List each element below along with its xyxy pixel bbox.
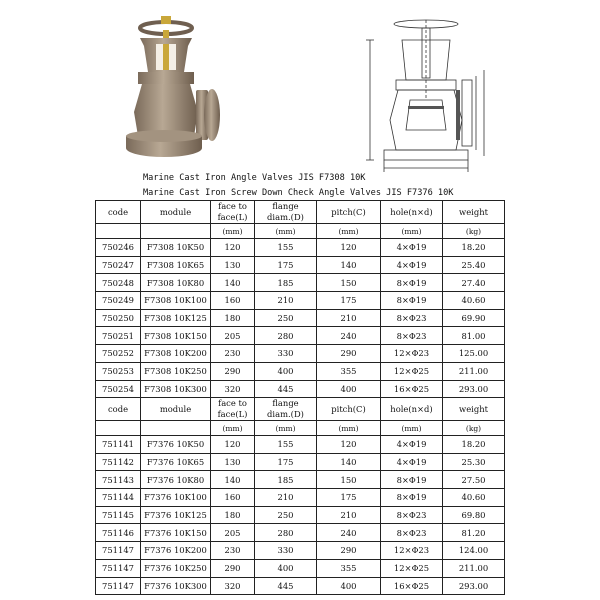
table-row xyxy=(96,362,505,380)
unit-pitch: (mm) xyxy=(317,224,381,239)
cell-code: 751145 xyxy=(96,506,141,524)
cell-hole: 4×Φ19 xyxy=(381,436,443,454)
cell-face: 180 xyxy=(211,506,255,524)
cell-face: 205 xyxy=(211,327,255,345)
cell-weight: 211.00 xyxy=(443,559,505,577)
col-header-code: code xyxy=(96,398,141,421)
cell-weight: 69.90 xyxy=(443,309,505,327)
cell-code: 751146 xyxy=(96,524,141,542)
cell-face: 320 xyxy=(211,577,255,595)
cell-hole: 12×Φ23 xyxy=(381,542,443,560)
cell-weight: 211.00 xyxy=(443,362,505,380)
unit-hole: (mm) xyxy=(381,421,443,436)
unit-weight: (kg) xyxy=(443,421,505,436)
cell-flange: 175 xyxy=(255,453,317,471)
cell-hole: 8×Φ19 xyxy=(381,292,443,310)
cell-hole: 12×Φ25 xyxy=(381,362,443,380)
cell-flange: 400 xyxy=(255,559,317,577)
unit-pitch: (mm) xyxy=(317,421,381,436)
cell-code: 750247 xyxy=(96,256,141,274)
cell-code: 750249 xyxy=(96,292,141,310)
col-header-weight: weight xyxy=(443,398,505,421)
cell-weight: 40.60 xyxy=(443,292,505,310)
cell-weight: 293.00 xyxy=(443,577,505,595)
cell-weight: 25.40 xyxy=(443,256,505,274)
caption-check-angle-valves: Marine Cast Iron Screw Down Check Angle Valves JIS F7376 10K xyxy=(143,188,454,198)
spec-table-f7308 xyxy=(95,200,505,398)
cell-code: 751144 xyxy=(96,489,141,507)
cell-code: 750246 xyxy=(96,239,141,257)
cell-flange: 155 xyxy=(255,239,317,257)
cell-code: 751143 xyxy=(96,471,141,489)
table-row xyxy=(96,524,505,542)
cell-pitch: 140 xyxy=(317,453,381,471)
cell-hole: 16×Φ25 xyxy=(381,577,443,595)
table-row xyxy=(96,471,505,489)
cell-face: 290 xyxy=(211,362,255,380)
cell-face: 130 xyxy=(211,256,255,274)
cell-module: F7376 10K300 xyxy=(141,577,211,595)
table-units-row xyxy=(96,421,505,436)
cell-hole: 4×Φ19 xyxy=(381,453,443,471)
cell-pitch: 400 xyxy=(317,577,381,595)
cell-weight: 124.00 xyxy=(443,542,505,560)
cell-pitch: 175 xyxy=(317,292,381,310)
col-header-weight: weight xyxy=(443,201,505,224)
unit-weight: (kg) xyxy=(443,224,505,239)
cell-module: F7376 10K50 xyxy=(141,436,211,454)
cell-code: 750250 xyxy=(96,309,141,327)
col-header-module: module xyxy=(141,201,211,224)
table-row xyxy=(96,239,505,257)
cell-hole: 8×Φ23 xyxy=(381,327,443,345)
cell-flange: 210 xyxy=(255,489,317,507)
table-row xyxy=(96,380,505,398)
table-row xyxy=(96,274,505,292)
table-row xyxy=(96,453,505,471)
cell-module: F7308 10K100 xyxy=(141,292,211,310)
cell-hole: 8×Φ23 xyxy=(381,524,443,542)
cell-flange: 155 xyxy=(255,436,317,454)
cell-hole: 8×Φ23 xyxy=(381,309,443,327)
cell-face: 160 xyxy=(211,292,255,310)
cell-module: F7308 10K250 xyxy=(141,362,211,380)
cell-flange: 445 xyxy=(255,380,317,398)
cell-face: 140 xyxy=(211,274,255,292)
cell-code: 750251 xyxy=(96,327,141,345)
cell-hole: 4×Φ19 xyxy=(381,256,443,274)
cell-code: 750254 xyxy=(96,380,141,398)
col-header-face: face to face(L) xyxy=(211,398,255,421)
cell-hole: 12×Φ23 xyxy=(381,345,443,363)
unit-face: (mm) xyxy=(211,224,255,239)
cell-weight: 18.20 xyxy=(443,436,505,454)
cell-face: 180 xyxy=(211,309,255,327)
cell-code: 751142 xyxy=(96,453,141,471)
cell-weight: 125.00 xyxy=(443,345,505,363)
unit-face: (mm) xyxy=(211,421,255,436)
valve-section-drawing xyxy=(366,10,498,178)
table-header-row xyxy=(96,398,505,421)
cell-flange: 445 xyxy=(255,577,317,595)
cell-pitch: 240 xyxy=(317,327,381,345)
cell-hole: 8×Φ19 xyxy=(381,471,443,489)
cell-hole: 4×Φ19 xyxy=(381,239,443,257)
cell-flange: 400 xyxy=(255,362,317,380)
cell-flange: 185 xyxy=(255,274,317,292)
unit-flange: (mm) xyxy=(255,421,317,436)
cell-weight: 27.40 xyxy=(443,274,505,292)
cell-flange: 330 xyxy=(255,542,317,560)
cell-module: F7376 10K200 xyxy=(141,542,211,560)
table-header-row xyxy=(96,201,505,224)
cell-hole: 8×Φ19 xyxy=(381,274,443,292)
cell-face: 230 xyxy=(211,345,255,363)
table-row xyxy=(96,436,505,454)
cell-module: F7376 10K250 xyxy=(141,559,211,577)
cell-face: 205 xyxy=(211,524,255,542)
cell-module: F7308 10K50 xyxy=(141,239,211,257)
cell-flange: 175 xyxy=(255,256,317,274)
cell-weight: 293.00 xyxy=(443,380,505,398)
cell-module: F7308 10K150 xyxy=(141,327,211,345)
col-header-module: module xyxy=(141,398,211,421)
cell-code: 750253 xyxy=(96,362,141,380)
table-row xyxy=(96,559,505,577)
cell-weight: 40.60 xyxy=(443,489,505,507)
unit-flange: (mm) xyxy=(255,224,317,239)
cell-face: 160 xyxy=(211,489,255,507)
cell-module: F7308 10K65 xyxy=(141,256,211,274)
cell-hole: 8×Φ23 xyxy=(381,506,443,524)
cell-flange: 185 xyxy=(255,471,317,489)
table-row xyxy=(96,309,505,327)
cell-module: F7376 10K65 xyxy=(141,453,211,471)
col-header-face: face to face(L) xyxy=(211,201,255,224)
table-row xyxy=(96,256,505,274)
cell-pitch: 150 xyxy=(317,274,381,292)
cell-module: F7376 10K80 xyxy=(141,471,211,489)
table-units-row xyxy=(96,224,505,239)
col-header-pitch: pitch(C) xyxy=(317,201,381,224)
col-header-flange: flange diam.(D) xyxy=(255,398,317,421)
cell-hole: 12×Φ25 xyxy=(381,559,443,577)
cell-face: 230 xyxy=(211,542,255,560)
cell-face: 130 xyxy=(211,453,255,471)
col-header-pitch: pitch(C) xyxy=(317,398,381,421)
cell-pitch: 290 xyxy=(317,345,381,363)
table-row xyxy=(96,345,505,363)
caption-angle-valves: Marine Cast Iron Angle Valves JIS F7308 10K xyxy=(143,173,366,183)
cell-weight: 81.00 xyxy=(443,327,505,345)
cell-pitch: 210 xyxy=(317,309,381,327)
cell-pitch: 140 xyxy=(317,256,381,274)
col-header-hole: hole(n×d) xyxy=(381,398,443,421)
cell-module: F7376 10K100 xyxy=(141,489,211,507)
cell-face: 290 xyxy=(211,559,255,577)
col-header-flange: flange diam.(D) xyxy=(255,201,317,224)
cell-pitch: 355 xyxy=(317,362,381,380)
cell-pitch: 290 xyxy=(317,542,381,560)
cell-flange: 210 xyxy=(255,292,317,310)
unit-hole: (mm) xyxy=(381,224,443,239)
cell-pitch: 175 xyxy=(317,489,381,507)
cell-code: 751147 xyxy=(96,542,141,560)
table-row xyxy=(96,327,505,345)
cell-weight: 18.20 xyxy=(443,239,505,257)
cell-module: F7308 10K200 xyxy=(141,345,211,363)
cell-face: 320 xyxy=(211,380,255,398)
cell-module: F7308 10K80 xyxy=(141,274,211,292)
cell-weight: 25.30 xyxy=(443,453,505,471)
cell-code: 751147 xyxy=(96,577,141,595)
cell-weight: 81.20 xyxy=(443,524,505,542)
cell-pitch: 120 xyxy=(317,239,381,257)
cell-code: 751141 xyxy=(96,436,141,454)
table-row xyxy=(96,577,505,595)
cell-flange: 280 xyxy=(255,524,317,542)
cell-module: F7308 10K300 xyxy=(141,380,211,398)
cell-face: 120 xyxy=(211,239,255,257)
cell-pitch: 240 xyxy=(317,524,381,542)
spec-table-f7376 xyxy=(95,397,505,595)
table-row xyxy=(96,292,505,310)
cell-module: F7376 10K125 xyxy=(141,506,211,524)
cell-hole: 8×Φ19 xyxy=(381,489,443,507)
table-row xyxy=(96,489,505,507)
cell-code: 750248 xyxy=(96,274,141,292)
cell-flange: 330 xyxy=(255,345,317,363)
cell-pitch: 150 xyxy=(317,471,381,489)
cell-face: 120 xyxy=(211,436,255,454)
cell-module: F7376 10K150 xyxy=(141,524,211,542)
cell-pitch: 210 xyxy=(317,506,381,524)
cell-flange: 280 xyxy=(255,327,317,345)
cell-flange: 250 xyxy=(255,506,317,524)
cell-weight: 27.50 xyxy=(443,471,505,489)
table-row xyxy=(96,506,505,524)
cell-flange: 250 xyxy=(255,309,317,327)
cell-pitch: 400 xyxy=(317,380,381,398)
cell-face: 140 xyxy=(211,471,255,489)
cell-pitch: 120 xyxy=(317,436,381,454)
valve-photo xyxy=(118,14,230,174)
cell-module: F7308 10K125 xyxy=(141,309,211,327)
col-header-code: code xyxy=(96,201,141,224)
cell-code: 751147 xyxy=(96,559,141,577)
cell-hole: 16×Φ25 xyxy=(381,380,443,398)
cell-code: 750252 xyxy=(96,345,141,363)
cell-weight: 69.80 xyxy=(443,506,505,524)
col-header-hole: hole(n×d) xyxy=(381,201,443,224)
cell-pitch: 355 xyxy=(317,559,381,577)
table-row xyxy=(96,542,505,560)
